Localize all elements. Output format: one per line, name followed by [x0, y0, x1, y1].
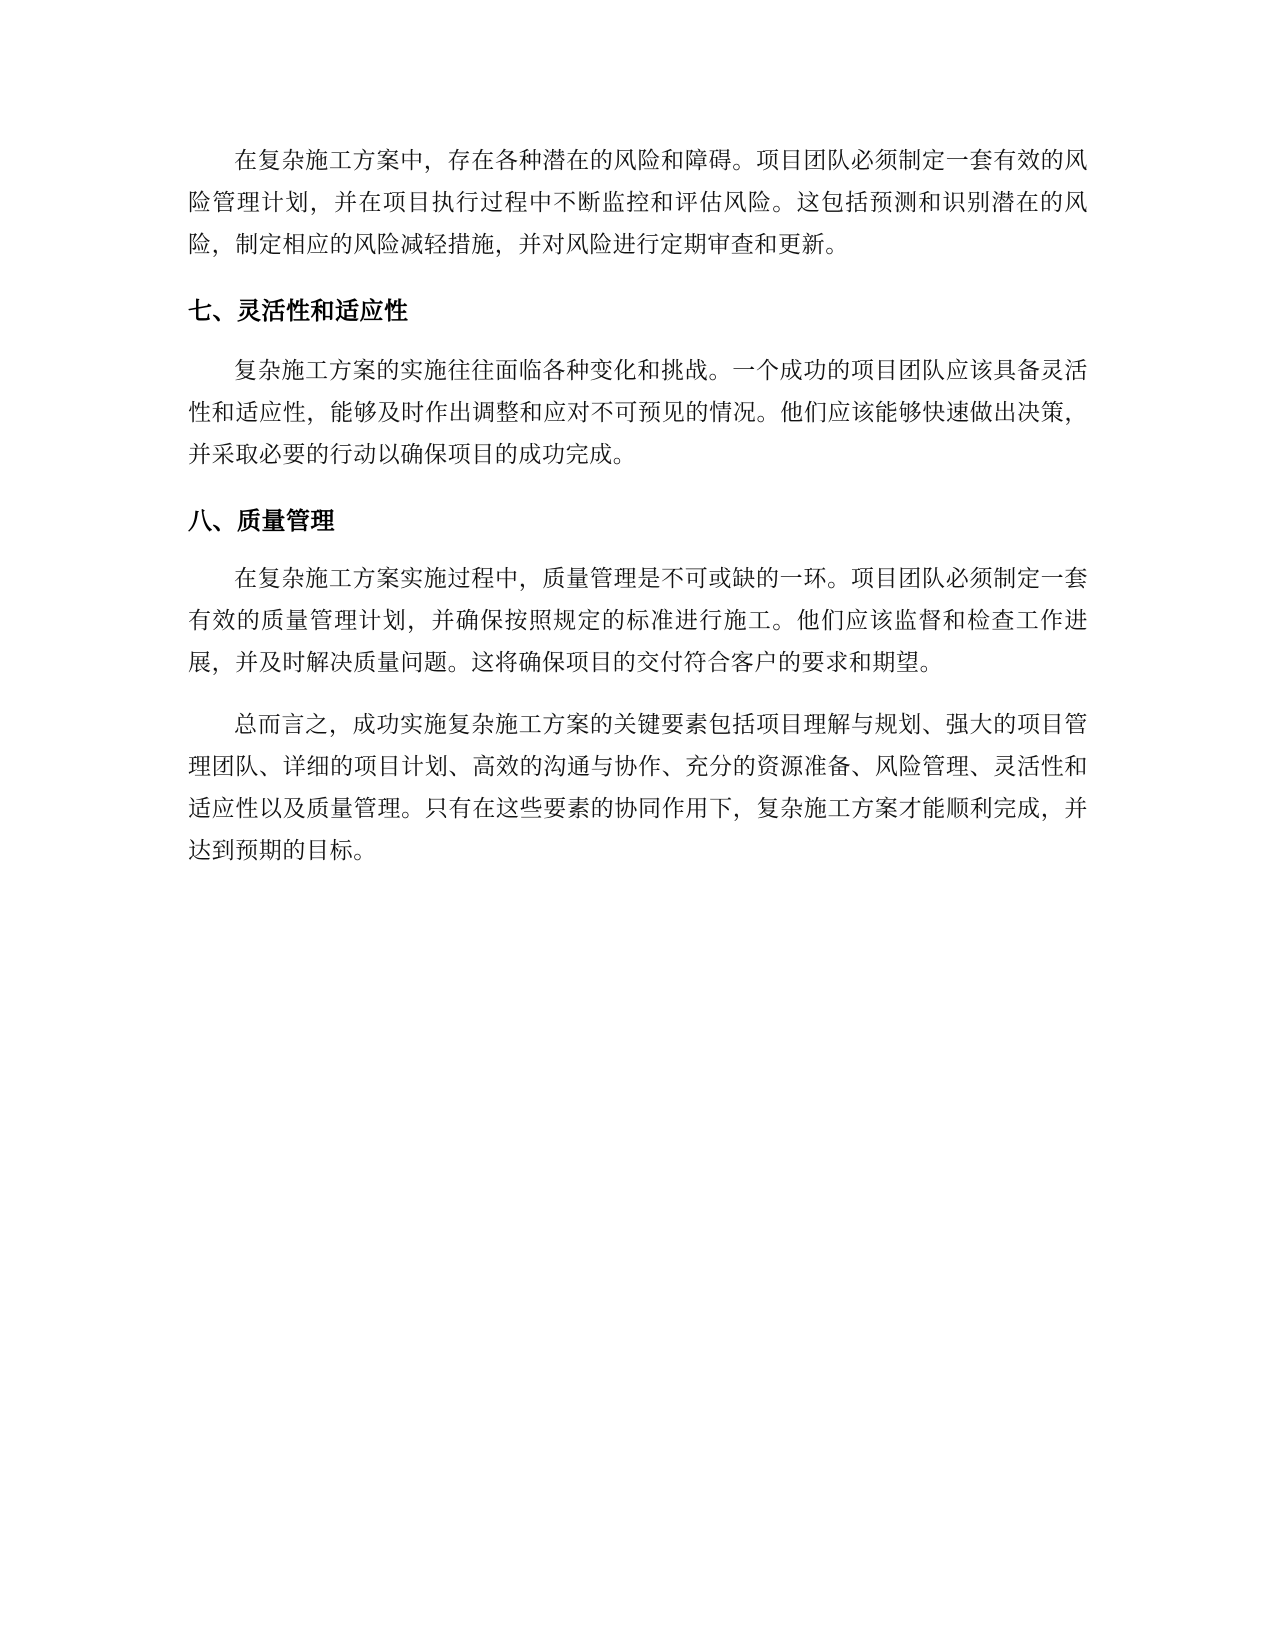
section-8-heading: 八、质量管理: [188, 507, 335, 535]
document-body: [188, 140, 1088, 872]
conclusion-paragraph: 总而言之，成功实施复杂施工方案的关键要素包括项目理解与规划、强大的项目管理团队、详细的项目计划、高效的沟通与协作、充分的资源准备、风险管理、灵活性和适应性以及质量管理。只有在这些要素的协同作用下，复杂施工方案才能顺利完成，并达到预期的目标。: [188, 712, 1088, 864]
section-7-heading: 七、灵活性和适应性: [188, 297, 409, 325]
section-7-paragraph: 复杂施工方案的实施往往面临各种变化和挑战。一个成功的项目团队应该具备灵活性和适应性，能够及时作出调整和应对不可预见的情况。他们应该能够快速做出决策，并采取必要的行动以确保项目的成功完成。: [188, 358, 1088, 468]
section-8-paragraph: 在复杂施工方案实施过程中，质量管理是不可或缺的一环。项目团队必须制定一套有效的质量管理计划，并确保按照规定的标准进行施工。他们应该监督和检查工作进展，并及时解决质量问题。这将确保项目的交付符合客户的要求和期望。: [188, 566, 1088, 676]
risk-management-paragraph: 在复杂施工方案中，存在各种潜在的风险和障碍。项目团队必须制定一套有效的风险管理计划，并在项目执行过程中不断监控和评估风险。这包括预测和识别潜在的风险，制定相应的风险减轻措施，并对风险进行定期审查和更新。: [188, 148, 1088, 258]
